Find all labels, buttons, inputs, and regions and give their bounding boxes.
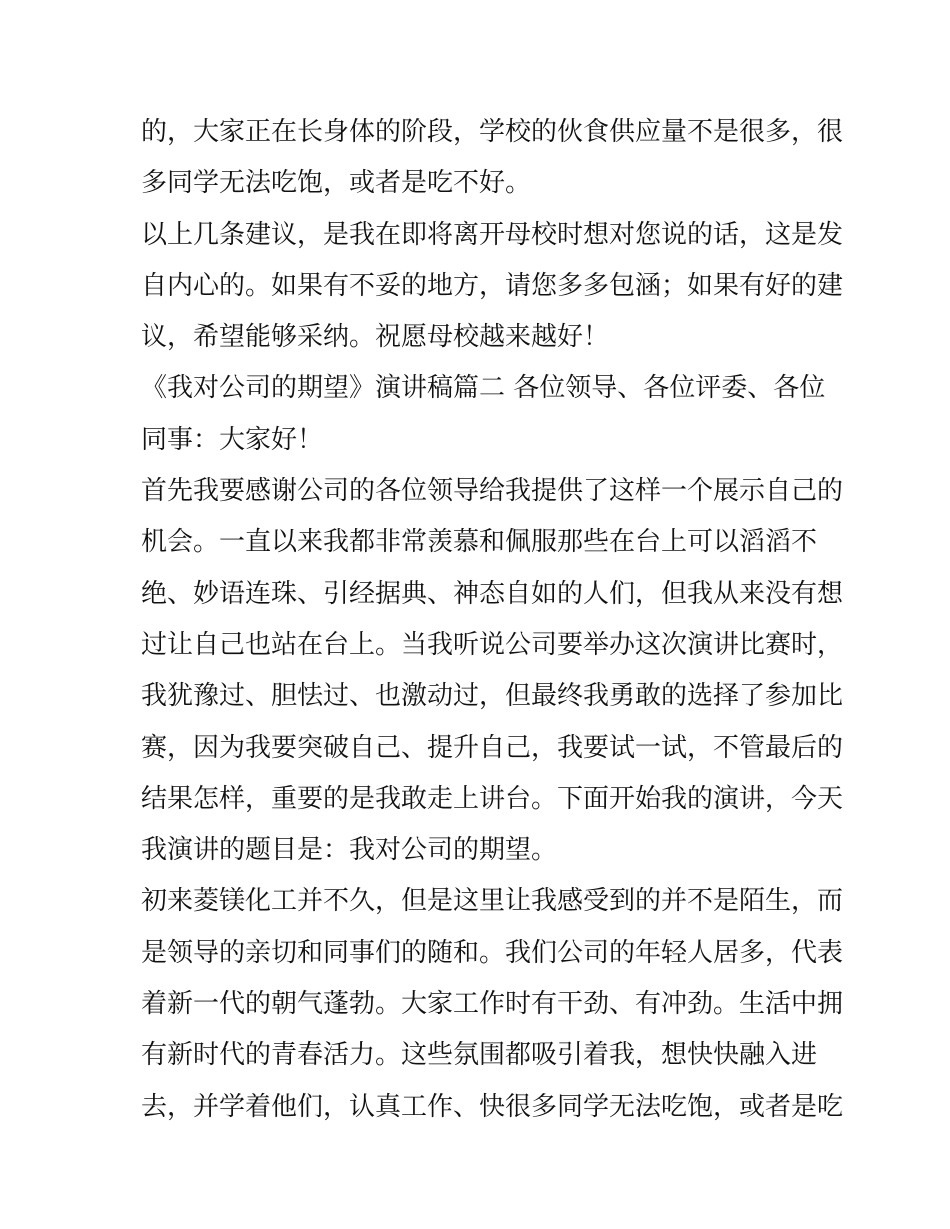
text-line: 绝、妙语连珠、引经据典、神态自如的人们，但我从来没有想 bbox=[141, 578, 844, 609]
text-line: 机会。一直以来我都非常羡慕和佩服那些在台上可以滔滔不 bbox=[141, 527, 818, 558]
text-line: 是领导的亲切和同事们的随和。我们公司的年轻人居多，代表 bbox=[141, 937, 844, 968]
text-line: 多同学无法吃饱，或者是吃不好。 bbox=[141, 168, 532, 199]
text-line: 着新一代的朝气蓬勃。大家工作时有干劲、有冲劲。生活中拥 bbox=[141, 989, 844, 1020]
text-line: 结果怎样，重要的是我敢走上讲台。下面开始我的演讲，今天 bbox=[141, 783, 844, 814]
text-line: 《我对公司的期望》演讲稿篇二 各位领导、各位评委、各位 bbox=[141, 373, 826, 404]
text-line: 赛，因为我要突破自己、提升自己，我要试一试，不管最后的 bbox=[141, 732, 844, 763]
text-line: 首先我要感谢公司的各位领导给我提供了这样一个展示自己的 bbox=[141, 476, 844, 507]
text-line: 以上几条建议，是我在即将离开母校时想对您说的话，这是发 bbox=[141, 219, 844, 250]
body-text bbox=[141, 107, 844, 1133]
text-line: 的，大家正在长身体的阶段，学校的伙食供应量不是很多，很 bbox=[141, 117, 844, 147]
text-line: 我演讲的题目是：我对公司的期望。 bbox=[141, 835, 558, 866]
text-line: 同事：大家好！ bbox=[141, 424, 324, 455]
text-line: 过让自己也站在台上。当我听说公司要举办这次演讲比赛时， bbox=[141, 629, 844, 660]
text-line: 自内心的。如果有不妥的地方，请您多多包涵；如果有好的建 bbox=[141, 270, 844, 301]
text-line: 去，并学着他们，认真工作、快很多同学无法吃饱，或者是吃 bbox=[141, 1091, 844, 1122]
text-line: 有新时代的青春活力。这些氛围都吸引着我，想快快融入进 bbox=[141, 1040, 818, 1071]
text-line: 初来菱镁化工并不久，但是这里让我感受到的并不是陌生，而 bbox=[141, 886, 844, 917]
text-line: 议，希望能够采纳。祝愿母校越来越好！ bbox=[141, 322, 610, 353]
text-line: 我犹豫过、胆怯过、也激动过，但最终我勇敢的选择了参加比 bbox=[141, 681, 844, 712]
